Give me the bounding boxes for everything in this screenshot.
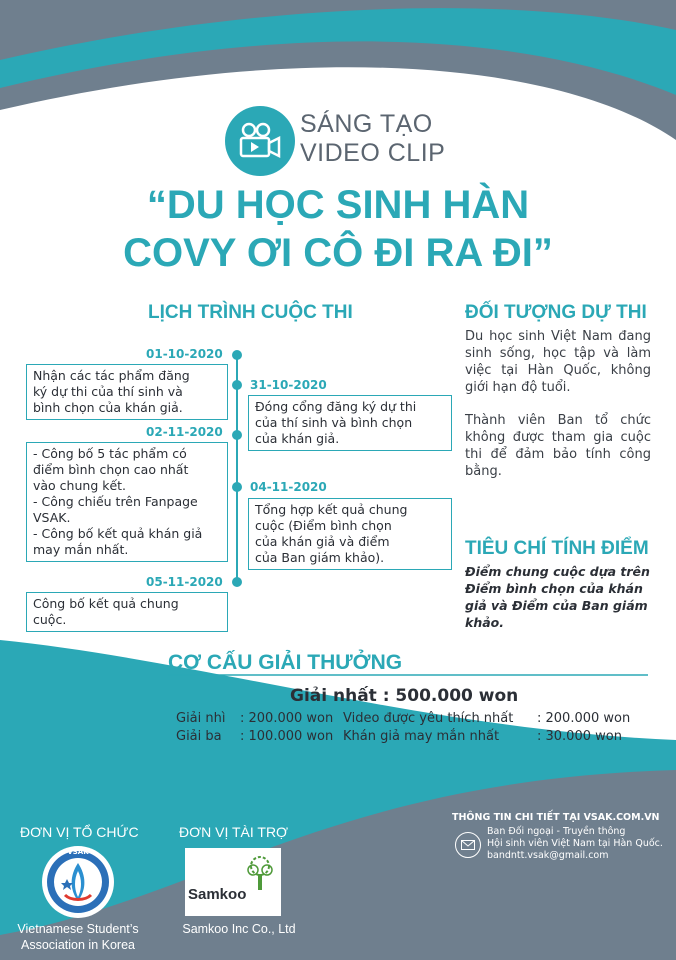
- eligibility-text-1: Du học sinh Việt Nam đang sinh sống, học tập và làm việc tại Hàn Quốc, không giới hạn độ tuổi.: [465, 329, 651, 395]
- samkoo-logo: [185, 848, 281, 916]
- header-subtitle: [300, 110, 445, 168]
- schedule-date: 31-10-2020: [250, 378, 327, 392]
- schedule-text: cuộc (Điểm bình chọn: [255, 518, 392, 533]
- lucky-prize-value: : 30.000 won: [537, 729, 622, 744]
- schedule-box: [26, 442, 228, 562]
- lucky-prize-label: Khán giả may mắn nhất: [343, 729, 500, 744]
- prizes-underline: [168, 673, 648, 677]
- eligibility-heading: ĐỐI TƯỢNG DỰ THI: [465, 302, 647, 323]
- schedule-text: Công bố kết quả chung: [33, 596, 179, 611]
- second-prize-value: : 200.000 won: [240, 711, 334, 726]
- organizer-name-line-1: Vietnamese Student’s: [17, 922, 139, 936]
- envelope-icon: [461, 840, 475, 850]
- contact-info: [487, 826, 663, 862]
- video-camera-logo: [225, 106, 295, 176]
- vsak-logo-text: VSAK: [67, 848, 89, 856]
- favorite-prize-value: : 200.000 won: [537, 711, 631, 726]
- criteria-heading: TIÊU CHÍ TÍNH ĐIỂM: [465, 538, 649, 559]
- timeline-dot: [232, 380, 242, 390]
- schedule-box: [26, 364, 228, 420]
- third-prize-value: : 100.000 won: [240, 729, 334, 744]
- schedule-text: - Công bố kết quả khán giả: [33, 526, 203, 541]
- video-camera-icon: [237, 121, 283, 161]
- vsak-logo: [42, 846, 114, 918]
- schedule-text: của khán giả và điểm: [255, 534, 390, 549]
- schedule-box: [248, 395, 452, 451]
- schedule-heading: LỊCH TRÌNH CUỘC THI: [148, 302, 353, 323]
- title-line-1: “DU HỌC SINH HÀN: [146, 183, 530, 227]
- schedule-text: ký dự thi của thí sinh và: [33, 384, 183, 399]
- timeline-dot: [232, 430, 242, 440]
- schedule-text: may mắn nhất.: [33, 542, 129, 557]
- contact-email[interactable]: bandntt.vsak@gmail.com: [487, 850, 609, 861]
- eligibility-text-2: Thành viên Ban tổ chức không được tham gia cuộc thi để đảm bảo tính công bằng.: [465, 413, 651, 479]
- schedule-text: - Công bố 5 tác phẩm có: [33, 446, 187, 461]
- timeline-dot: [232, 482, 242, 492]
- schedule-text: của thí sinh và bình chọn: [255, 415, 413, 430]
- schedule-box: [26, 592, 228, 632]
- title-line-2: COVY ƠI CÔ ĐI RA ĐI”: [123, 231, 553, 275]
- schedule-text: vào chung kết.: [33, 478, 127, 493]
- sponsor-heading: ĐƠN VỊ TÀI TRỢ: [179, 824, 289, 840]
- schedule-text: Nhận các tác phẩm đăng: [33, 368, 190, 383]
- schedule-text: Tổng hợp kết quả chung: [255, 502, 408, 517]
- timeline-dot: [232, 577, 242, 587]
- criteria-text: Điểm chung cuộc dựa trên Điểm bình chọn của khán giả và Điểm của Ban giám khảo.: [465, 564, 650, 630]
- mail-icon: [455, 832, 481, 858]
- sponsor-name: Samkoo Inc Co., Ltd: [182, 922, 296, 936]
- subtitle-line-1: SÁNG TẠO: [300, 110, 433, 138]
- contact-line-2: Hội sinh viên Việt Nam tại Hàn Quốc.: [487, 838, 663, 849]
- schedule-box: [248, 498, 452, 570]
- schedule-text: của Ban giám khảo).: [255, 550, 385, 565]
- schedule-text: bình chọn của khán giả.: [33, 400, 183, 415]
- third-prize-label: Giải ba: [176, 729, 222, 744]
- schedule-text: - Công chiếu trên Fanpage: [33, 494, 198, 509]
- schedule-text: cuộc.: [33, 612, 67, 627]
- schedule-text: VSAK.: [33, 510, 71, 525]
- schedule-date: 02-11-2020: [146, 425, 223, 439]
- organizer-name-line-2: Association in Korea: [21, 938, 135, 952]
- schedule-date: 04-11-2020: [250, 480, 327, 494]
- schedule-text: Đóng cổng đăng ký dự thi: [255, 399, 417, 414]
- contact-line-1: Ban Đối ngoại - Truyền thông: [487, 826, 626, 837]
- tree-icon: [243, 852, 277, 892]
- timeline-dot: [232, 350, 242, 360]
- subtitle-line-2: VIDEO CLIP: [300, 139, 446, 167]
- vsak-emblem-icon: [45, 849, 111, 915]
- info-heading: THÔNG TIN CHI TIẾT TẠI VSAK.COM.VN: [452, 812, 660, 823]
- samkoo-logo-text: Samkoo: [188, 886, 247, 903]
- schedule-text: của khán giả.: [255, 431, 340, 446]
- prizes-heading: CƠ CẤU GIẢI THƯỞNG: [168, 651, 403, 674]
- second-prize-label: Giải nhì: [176, 711, 226, 726]
- organizer-heading: ĐƠN VỊ TỔ CHỨC: [20, 824, 139, 840]
- schedule-date: 05-11-2020: [146, 575, 223, 589]
- first-prize: Giải nhất : 500.000 won: [290, 686, 519, 706]
- schedule-date: 01-10-2020: [146, 347, 223, 361]
- organizer-name: [0, 921, 156, 953]
- favorite-prize-label: Video được yêu thích nhất: [343, 711, 514, 726]
- schedule-text: điểm bình chọn cao nhất: [33, 462, 189, 477]
